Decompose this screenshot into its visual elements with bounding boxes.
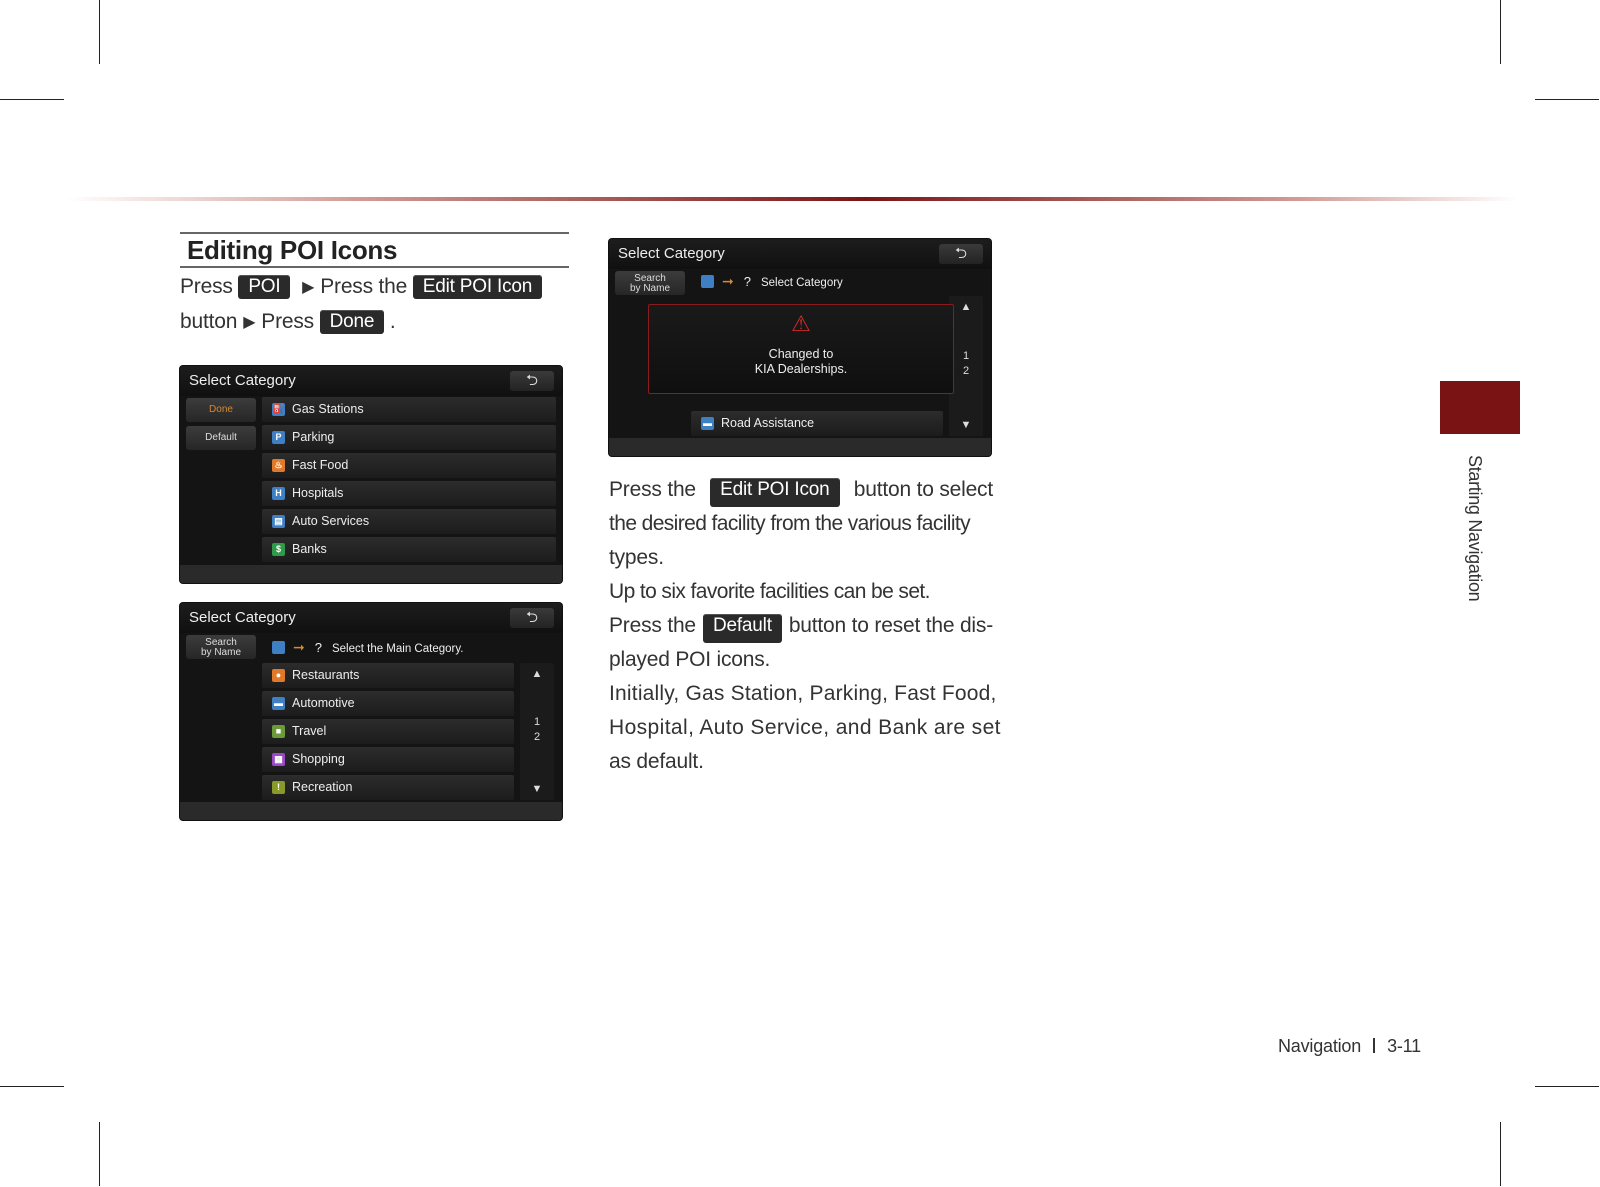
confirmation-popup: ⚠ Changed to KIA Dealerships. — [648, 304, 954, 394]
arrow-right-icon: ➞ — [722, 273, 734, 289]
crop-mark — [1535, 99, 1599, 100]
road-assistance-icon: ▬ — [703, 418, 712, 428]
screen-footer-bar — [609, 438, 991, 456]
search-by-name-button[interactable]: Search by Name — [615, 271, 685, 295]
scrollbar[interactable]: ▲ 1 2 ▼ — [520, 663, 554, 800]
screen-title: Select Category — [609, 239, 991, 269]
done-button-label: Done — [320, 310, 385, 334]
list-item[interactable]: H Hospitals — [262, 481, 556, 506]
question-icon: ? — [743, 274, 751, 289]
list-item[interactable]: ▦ Shopping — [262, 747, 514, 772]
page-footer — [1278, 1036, 1421, 1057]
list-item[interactable]: ■ Travel — [262, 719, 514, 744]
hospital-icon: H — [272, 487, 285, 500]
back-icon[interactable]: ⮌ — [939, 244, 983, 264]
auto-services-icon: ▤ — [272, 515, 285, 528]
scroll-up-icon[interactable]: ▲ — [960, 301, 972, 313]
arrow-right-icon: ➞ — [293, 639, 305, 655]
list-item[interactable]: ! Recreation — [262, 775, 514, 800]
category-icon — [272, 641, 285, 654]
edit-poi-icon-button-label: Edit POI Icon — [710, 478, 839, 507]
category-hint: ➞ ? Select the Main Category. — [272, 635, 552, 660]
done-button[interactable]: Done — [186, 398, 256, 422]
screen-footer-bar — [180, 565, 562, 583]
list-item[interactable]: $ Banks — [262, 537, 556, 562]
fast-food-icon: ♨ — [272, 459, 285, 472]
back-icon[interactable]: ⮌ — [510, 608, 554, 628]
category-hint: ➞ ? Select Category — [701, 269, 981, 294]
default-button[interactable]: Default — [186, 426, 256, 450]
edit-poi-icon-button-label: Edit POI Icon — [413, 275, 542, 299]
search-by-name-button[interactable]: Search by Name — [186, 635, 256, 659]
crop-mark — [1500, 0, 1501, 64]
screen-select-category-default — [180, 366, 562, 583]
scroll-up-icon[interactable]: ▲ — [531, 668, 543, 680]
parking-icon: P — [272, 431, 285, 444]
intro-instructions: Press POI ▶ Press the Edit POI Icon button ▶ Press Done . — [180, 270, 570, 340]
triangle-arrow-icon: ▶ — [243, 314, 256, 331]
back-icon[interactable]: ⮌ — [510, 371, 554, 391]
list-item[interactable]: ● Restaurants — [262, 663, 514, 688]
screen-footer-bar — [180, 802, 562, 820]
scrollbar[interactable]: ▲ 1 2 ▼ — [949, 296, 983, 436]
list-item[interactable]: ▬ Road Assistance — [691, 411, 943, 436]
travel-icon: ■ — [272, 725, 285, 738]
header-rule — [66, 197, 1518, 201]
crop-mark — [1500, 1122, 1501, 1186]
default-button-label: Default — [703, 614, 782, 643]
shopping-icon: ▦ — [272, 753, 285, 766]
chapter-tab — [1440, 381, 1520, 434]
scroll-down-icon[interactable]: ▼ — [531, 783, 543, 795]
list-item[interactable]: ▤ Auto Services — [262, 509, 556, 534]
screen-title: Select Category — [180, 366, 562, 396]
bank-icon: $ — [272, 543, 285, 556]
page-number: 3-11 — [1387, 1036, 1421, 1056]
instructions-text: Press the Edit POI Icon button to select the desired facility from the various facility types. Up to six favorite facilities can be set. Press the Default button to reset the dis- played POI icons. Initially, Gas Station, Parking, Fast Food, Hospital, Auto Service, and Bank are set as default. — [609, 478, 1001, 773]
category-icon — [701, 275, 714, 288]
crop-mark — [99, 0, 100, 64]
scroll-down-icon[interactable]: ▼ — [960, 419, 972, 431]
list-item[interactable]: ⛽ Gas Stations — [262, 397, 556, 422]
triangle-arrow-icon: ▶ — [302, 279, 315, 296]
poi-button-label: POI — [238, 275, 290, 299]
warning-icon: ⚠ — [791, 311, 811, 336]
chapter-label: Starting Navigation — [1465, 455, 1485, 602]
recreation-icon: ! — [272, 781, 285, 794]
list-item[interactable]: ♨ Fast Food — [262, 453, 556, 478]
screen-title: Select Category — [180, 603, 562, 633]
automotive-icon: ▬ — [274, 698, 283, 708]
screen-select-main-category — [180, 603, 562, 820]
list-item[interactable]: P Parking — [262, 425, 556, 450]
gas-station-icon: ⛽ — [272, 404, 285, 414]
crop-mark — [0, 99, 64, 100]
crop-mark — [1535, 1086, 1599, 1087]
footer-separator — [1373, 1038, 1375, 1053]
list-item[interactable]: ▬ Automotive — [262, 691, 514, 716]
restaurant-icon: ● — [272, 669, 285, 682]
section-title: Editing POI Icons — [180, 232, 569, 268]
footer-section: Navigation — [1278, 1036, 1362, 1056]
crop-mark — [0, 1086, 64, 1087]
crop-mark — [99, 1122, 100, 1186]
question-icon: ? — [314, 640, 322, 655]
